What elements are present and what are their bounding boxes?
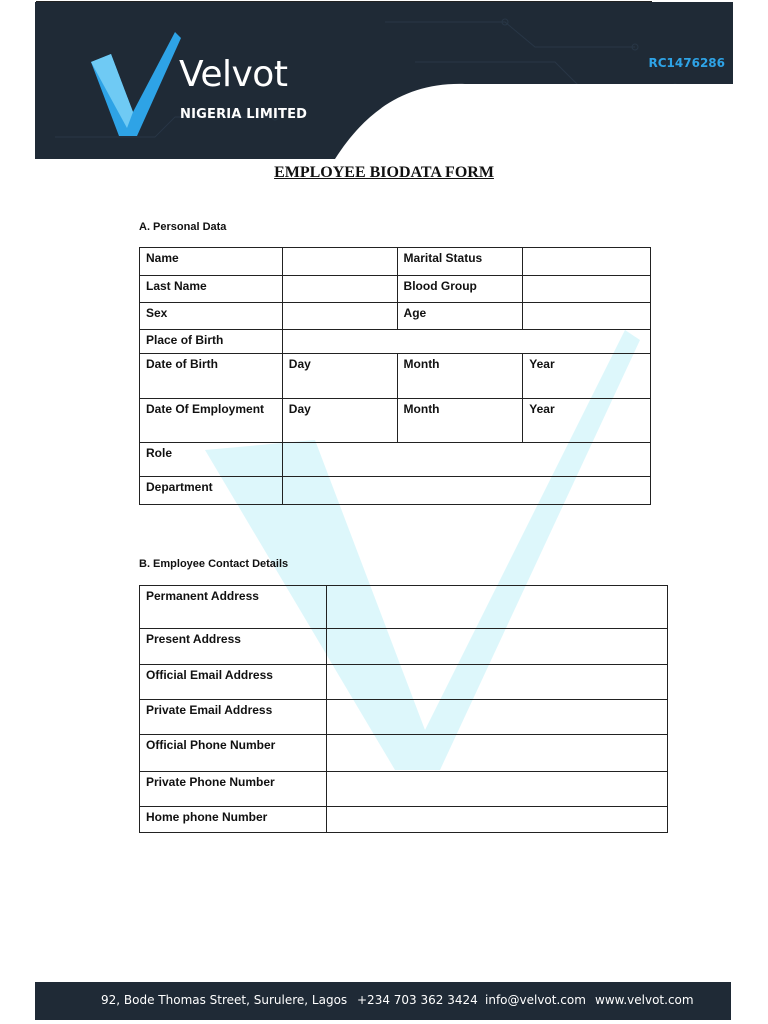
field-place-of-birth[interactable] xyxy=(282,330,650,354)
footer-email[interactable]: info@velvot.com xyxy=(485,993,586,1007)
doe-month[interactable]: Month xyxy=(397,399,523,443)
label-private-email: Private Email Address xyxy=(140,700,327,735)
field-official-phone[interactable] xyxy=(326,735,667,772)
rc-number: RC1476286 xyxy=(648,56,725,70)
dob-year[interactable]: Year xyxy=(523,354,651,399)
section-b-title: B. Employee Contact Details xyxy=(139,558,289,570)
footer-website[interactable]: www.velvot.com xyxy=(595,993,694,1007)
label-present-address: Present Address xyxy=(140,629,327,665)
field-official-email[interactable] xyxy=(326,665,667,700)
field-private-phone[interactable] xyxy=(326,772,667,807)
brand-subtitle: NIGERIA LIMITED xyxy=(180,107,308,122)
brand-name: Velvot xyxy=(179,54,288,95)
label-name: Name xyxy=(140,248,283,276)
label-marital-status: Marital Status xyxy=(397,248,523,276)
footer-phone: +234 703 362 3424 xyxy=(357,993,478,1007)
personal-data-table xyxy=(139,247,651,505)
field-name[interactable] xyxy=(282,248,397,276)
field-present-address[interactable] xyxy=(326,629,667,665)
doe-year[interactable]: Year xyxy=(523,399,651,443)
field-department[interactable] xyxy=(282,477,650,505)
label-date-of-birth: Date of Birth xyxy=(140,354,283,399)
footer-bar xyxy=(35,982,731,1020)
label-home-phone: Home phone Number xyxy=(140,807,327,833)
field-permanent-address[interactable] xyxy=(326,586,667,629)
field-private-email[interactable] xyxy=(326,700,667,735)
dob-month[interactable]: Month xyxy=(397,354,523,399)
label-permanent-address: Permanent Address xyxy=(140,586,327,629)
label-role: Role xyxy=(140,443,283,477)
field-sex[interactable] xyxy=(282,303,397,330)
label-department: Department xyxy=(140,477,283,505)
field-home-phone[interactable] xyxy=(326,807,667,833)
footer-address: 92, Bode Thomas Street, Surulere, Lagos xyxy=(101,993,348,1007)
form-title: EMPLOYEE BIODATA FORM xyxy=(274,164,494,181)
label-blood-group: Blood Group xyxy=(397,276,523,303)
label-place-of-birth: Place of Birth xyxy=(140,330,283,354)
field-age[interactable] xyxy=(523,303,651,330)
section-a-title: A. Personal Data xyxy=(139,221,227,233)
field-blood-group[interactable] xyxy=(523,276,651,303)
label-official-email: Official Email Address xyxy=(140,665,327,700)
doe-day[interactable]: Day xyxy=(282,399,397,443)
field-last-name[interactable] xyxy=(282,276,397,303)
dob-day[interactable]: Day xyxy=(282,354,397,399)
v-check-logo-icon xyxy=(89,32,181,136)
label-private-phone: Private Phone Number xyxy=(140,772,327,807)
label-last-name: Last Name xyxy=(140,276,283,303)
contact-details-table xyxy=(139,585,668,833)
letterhead-banner xyxy=(35,2,733,159)
label-official-phone: Official Phone Number xyxy=(140,735,327,772)
label-sex: Sex xyxy=(140,303,283,330)
label-age: Age xyxy=(397,303,523,330)
field-role[interactable] xyxy=(282,443,650,477)
field-marital-status[interactable] xyxy=(523,248,651,276)
label-date-of-employment: Date Of Employment xyxy=(140,399,283,443)
